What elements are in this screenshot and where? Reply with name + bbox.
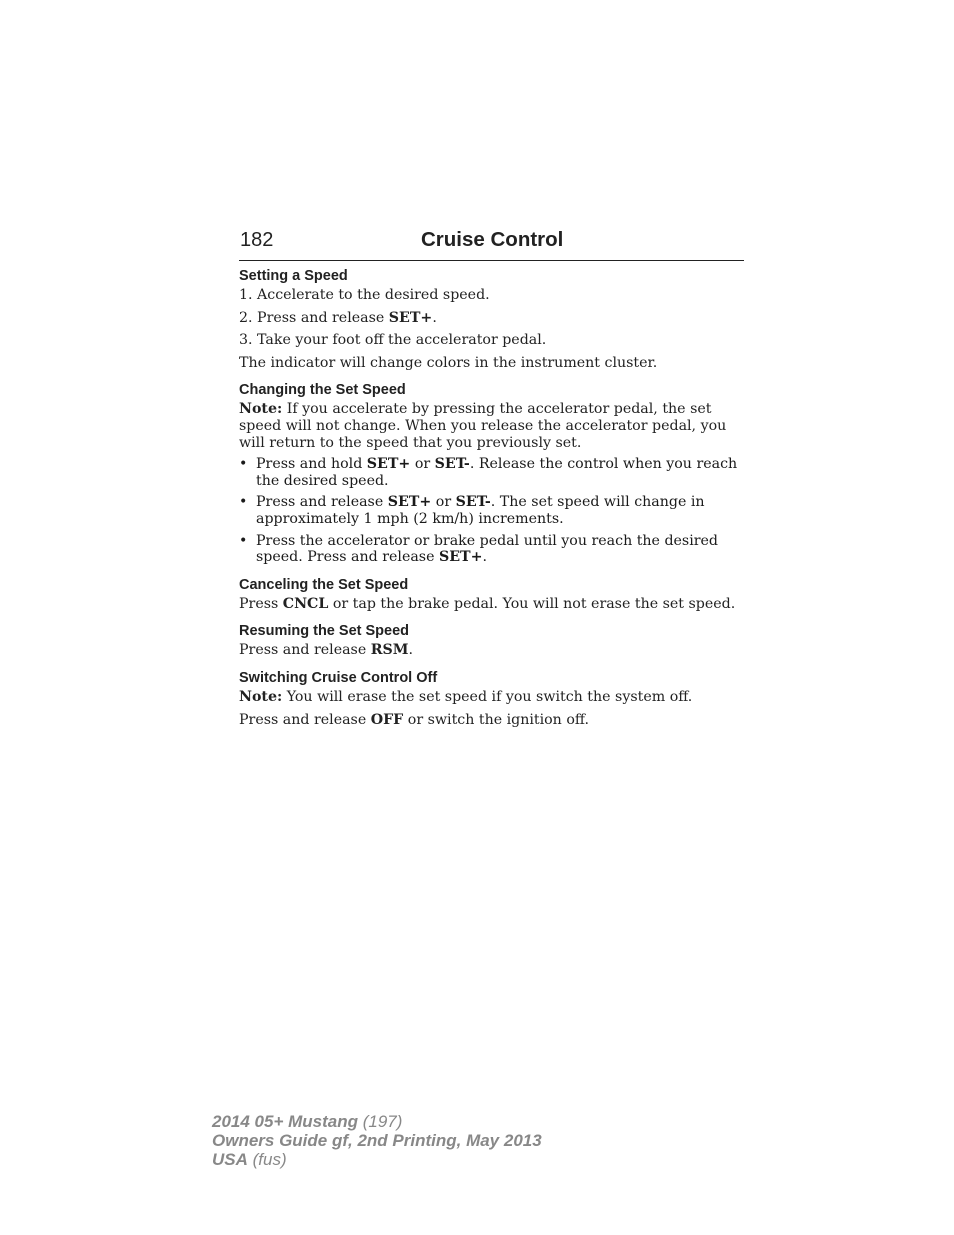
bullet-icon: • [239,494,248,511]
section-heading-resuming-speed: Resuming the Set Speed [239,623,410,640]
list-item: • Press and release SET+ or SET-. The set speed will change in approximately 1 mph (2 km/h) increments. [239,494,705,527]
chapter-title: Cruise Control [421,228,564,251]
list-item: • Press and hold SET+ or SET-. Release the control when you reach the desired speed. [239,456,738,489]
note-switching: Note: You will erase the set speed if you switch the system off. [239,688,693,705]
footer-line-region: USA (fus) [212,1150,287,1169]
step-1: 1. Accelerate to the desired speed. [239,287,490,303]
switching-text: Press and release OFF or switch the ignition off. [239,711,589,728]
step-2: 2. Press and release SET+. [239,309,437,326]
list-item: • Press the accelerator or brake pedal until you reach the desired speed. Press and release SET+. [239,532,719,566]
section-heading-changing-speed: Changing the Set Speed [239,382,406,399]
footer-line-guide: Owners Guide gf, 2nd Printing, May 2013 [212,1131,542,1150]
resuming-text: Press and release RSM. [239,642,414,659]
step-3: 3. Take your foot off the accelerator pedal. [239,332,547,349]
bullet-icon: • [239,532,248,549]
bullet-icon: • [239,456,248,473]
section-heading-canceling-speed: Canceling the Set Speed [239,576,409,593]
footer-line-model: 2014 05+ Mustang (197) [212,1112,403,1131]
page-content [239,265,744,728]
page-number: 182 [240,229,274,251]
canceling-text: Press CNCL or tap the brake pedal. You will not erase the set speed. [239,595,736,612]
page-header [239,228,744,261]
note-changing: Note: If you accelerate by pressing the accelerator pedal, the set speed will not change. When you release the accelerator pedal, you will return to the speed that you previously set. [239,401,727,451]
section-heading-switching-off: Switching Cruise Control Off [239,669,438,686]
indicator-text: The indicator will change colors in the instrument cluster. [239,354,658,371]
page-footer [212,1112,542,1169]
section-heading-setting-speed: Setting a Speed [239,268,348,284]
